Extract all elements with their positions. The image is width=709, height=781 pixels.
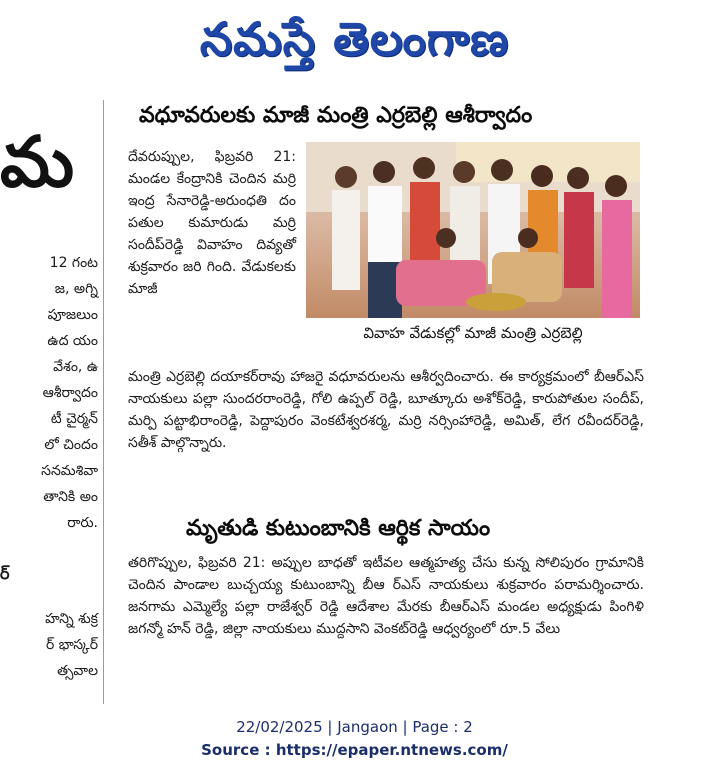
left-fragment-line: ఆశీర్వాదం [42, 385, 98, 401]
left-fragment-line: త్సవాల [57, 663, 98, 679]
left-fragment-line: రారు. [67, 515, 98, 531]
article-body-financial-aid: తరిగొప్పుల, ఫిబ్రవరి 21: అప్పుల బాధతో ఇటీవల ఆత్మహత్య చేసు కున్న సోలిపురం గ్రామానికి చెందిన పాండాల బుచ్చయ్య కుటుంబాన్ని బీఆ ర్‌ఎస్ నాయకులు శుక్రవారం పరామర్శించారు. జనగామ ఎమ్మెల్యే పల్లా రాజేశ్వర్ రెడ్డి ఆదేశాల మేరకు బీఆర్‌ఎస్ మండల అధ్యక్షుడు పింగిళి జగన్మో హన్ రెడ్డి, జిల్లా నాయకులు ముద్దసాని వెంకట్‌రెడ్డి ఆధ్వర్యంలో రూ.5 వేలు [128, 555, 644, 637]
left-fragment-line: ర్ భాస్కర్ [45, 637, 98, 653]
article-headline-financial-aid: మృతుడి కుటుంబానికి ఆర్థిక సాయం [186, 516, 491, 541]
article-headline-blessing: వధూవరులకు మాజీ మంత్రి ఎర్రబెల్లి ఆశీర్వాదం [139, 103, 533, 128]
left-fragment-line: వేశం, ఉ [53, 359, 98, 375]
article-body-intro: దేవరుప్పుల, ఫిబ్రవరి 21: మండల కేంద్రానికి చెందిన మర్రి ఇంద్ర సేనారెడ్డి-అరుంధతి దం పతుల కుమారుడు మర్రి సందీప్‌రెడ్డి వివాహం దివ్యతో శుక్రవారం జరి గింది. వేడుకలకు మాజీ [128, 149, 296, 297]
left-fragment-line: పూజలుం [47, 307, 98, 323]
article-body-continued: మంత్రి ఎర్రబెల్లి దయాకర్‌రావు హాజరై వధూవరులను ఆశీర్వదించారు. ఈ కార్యక్రమంలో బీఆర్‌ఎస్ నాయకులు పల్లా సుందరరాంరెడ్డి, గోలి ఉప్పల్ రెడ్డి, బూత్కూరు అశోక్‌రెడ్డి, కారుపోతుల సందీప్, మర్పి పట్టాభిరాంరెడ్డి, పెద్దాపురం వెంకటేశ్వరశర్మ, మర్రి నర్సింహారెడ్డి, అమిత్, లేగ రవీందర్‌రెడ్డి, సతీశ్ పాల్గొన్నారు. [128, 369, 644, 451]
left-column-fragment [0, 92, 104, 710]
left-fragment-line: టీ చైర్మన్ [50, 411, 98, 427]
left-fragment-line: హన్ని శుక్ర [45, 611, 98, 627]
left-column-large-letter: మ [0, 121, 75, 203]
left-fragment-line: ఉద యం [47, 333, 98, 349]
column-divider [103, 100, 104, 704]
left-fragment-line: లో చిందం [44, 437, 98, 453]
left-fragment-line: సనమశివా [41, 463, 98, 479]
left-subheading: ర్ [0, 564, 10, 583]
wedding-photo-illustration [306, 142, 640, 318]
masthead-logo: నమస్తే తెలంగాణ [199, 12, 510, 66]
footer-date-edition: 22/02/2025 | Jangaon | Page : 2 [236, 718, 473, 736]
left-fragment-line: తానికి అం [43, 489, 98, 505]
photo-caption: వివాహ వేడుకల్లో మాజీ మంత్రి ఎర్రబెల్లి [363, 324, 583, 342]
left-fragment-line: 12 గంట [49, 255, 98, 271]
wedding-photo [306, 142, 640, 318]
footer-source: Source : https://epaper.ntnews.com/ [201, 741, 508, 759]
left-fragment-line: జ, అగ్ని [54, 281, 98, 297]
